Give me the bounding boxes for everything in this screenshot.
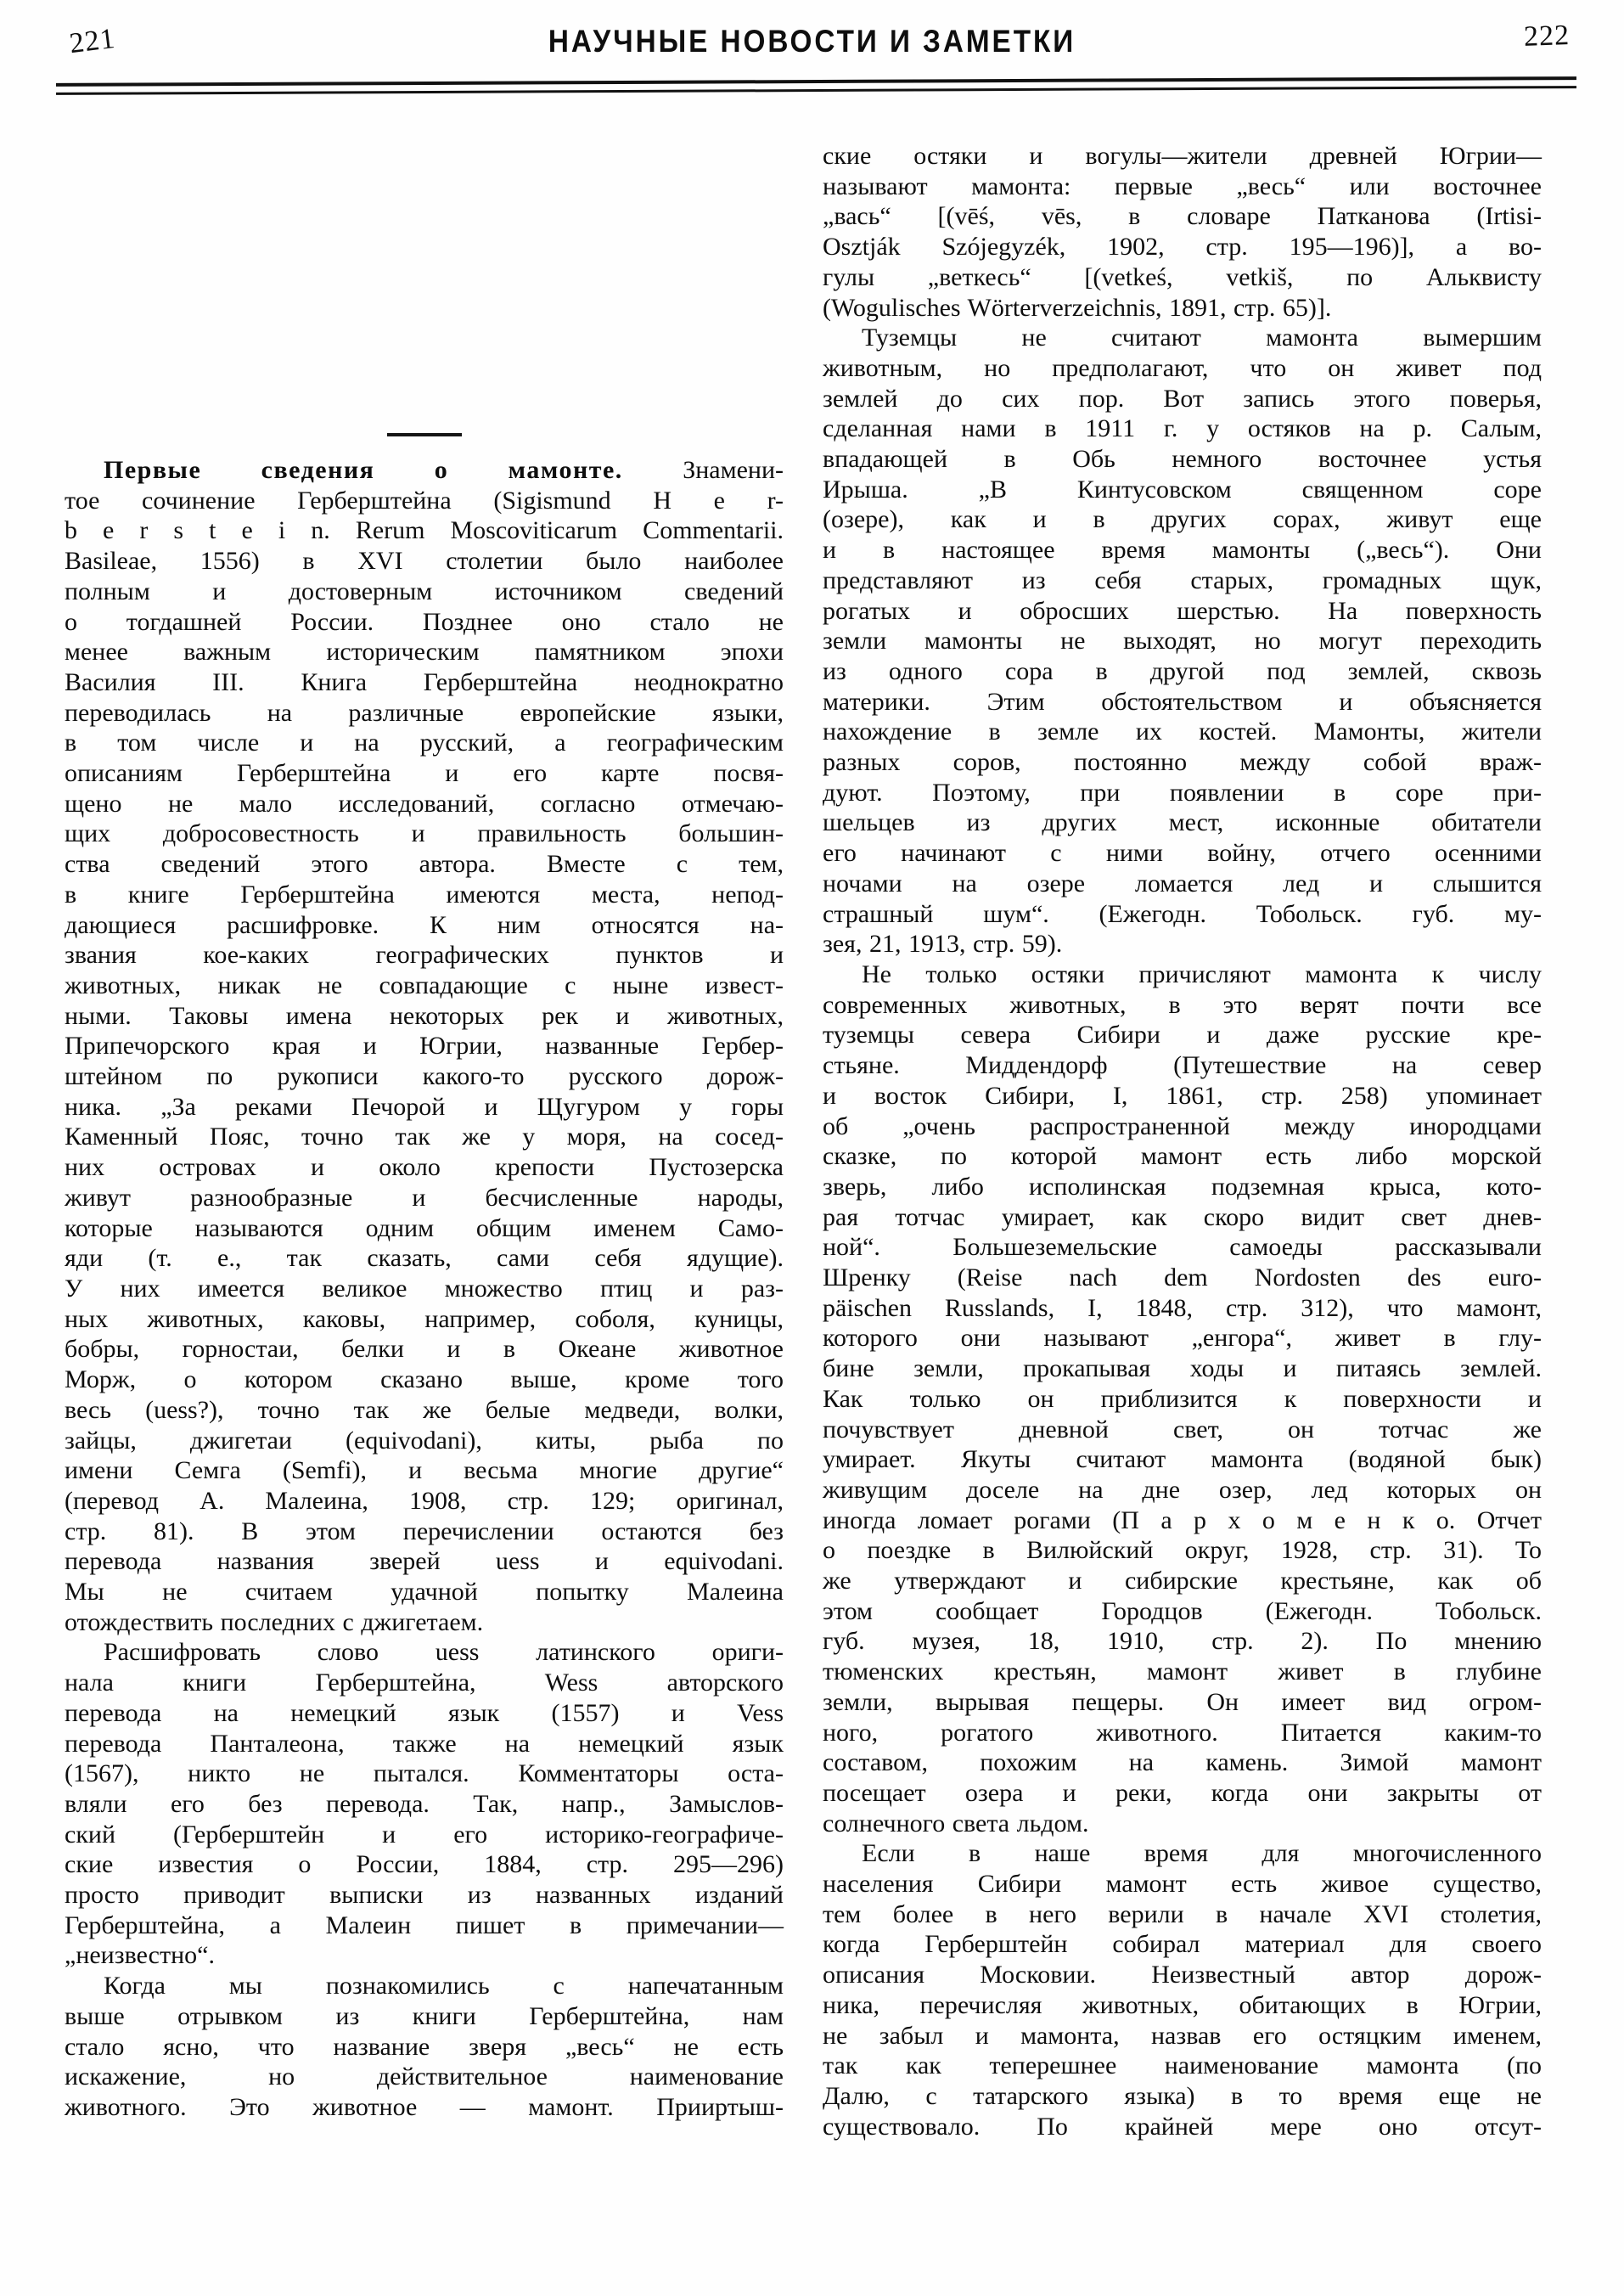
- text-line: живут разнообразные и бесчисленные народы,: [65, 1183, 784, 1212]
- text-line: тюменских крестьян, мамонт живет в глубине: [823, 1657, 1542, 1686]
- text-line: выше отрывком из книги Герберштейна, нам: [65, 2001, 784, 2030]
- text-line: разных соров, постоянно между собой враж-: [823, 748, 1542, 777]
- text-line: дуют. Поэтому, при появлении в соре при-: [823, 778, 1542, 807]
- text-line: Первые сведения о мамонте. Знамени-: [104, 456, 784, 484]
- text-line: и восток Сибири, I, 1861, стр. 258) упоминает: [823, 1081, 1542, 1110]
- text-line: из одного сора в другой под землей, сквозь: [823, 656, 1542, 685]
- text-line: нала книги Герберштейна, Wess авторского: [65, 1669, 784, 1697]
- text-line: составом, похожим на камень. Зимой мамонт: [823, 1748, 1542, 1777]
- text-line: когда Герберштейн собирал материал для своего: [823, 1930, 1542, 1959]
- text-line: päischen Russlands, I, 1848, стр. 312), что мамонт,: [823, 1293, 1542, 1322]
- text-line: Когда мы познакомились с напечатанным: [104, 1972, 784, 2001]
- text-line: которого они называют „енгора“, живет в глу-: [823, 1324, 1542, 1353]
- text-line: почувствует дневной свет, он тотчас же: [823, 1415, 1542, 1443]
- text-line: Basileae, 1556) в XVI столетии было наиболее: [65, 547, 784, 576]
- text-line: материки. Этим обстоятельством и объясняется: [823, 687, 1542, 716]
- text-line: Ирыша. „В Кинтусовском священном соре: [823, 475, 1542, 504]
- text-line: называют мамонта: первые „весь“ или восточнее: [823, 172, 1542, 200]
- text-line: перевода Панталеона, также на немецкий язык: [65, 1729, 784, 1758]
- text-line: штейном по рукописи какого-то русского дорож-: [65, 1062, 784, 1091]
- text-line: ными. Таковы имена некоторых рек и животных,: [65, 1001, 784, 1030]
- text-line: и в настоящее время мамонты („весь“). Они: [823, 536, 1542, 565]
- text-line: впадающей в Обь немного восточнее устья: [823, 445, 1542, 474]
- text-line: переводилась на различные европейские языки,: [65, 698, 784, 727]
- text-line: зайцы, джигетаи (equivodani), киты, рыба по: [65, 1426, 784, 1455]
- text-line: животного. Это животное — мамонт. Прииртыш-: [65, 2092, 784, 2121]
- text-line: представляют из себя старых, громадных щук,: [823, 566, 1542, 594]
- text-line: перевода на немецкий язык (1557) и Vess: [65, 1698, 784, 1727]
- text-line: ных животных, каковы, например, соболя, куницы,: [65, 1304, 784, 1333]
- text-line: ские известия о России, 1884, стр. 295—296): [65, 1850, 784, 1879]
- text-line: животных, никак не совпадающие с ныне извест-: [65, 971, 784, 999]
- text-line: полным и достоверным источником сведений: [65, 577, 784, 605]
- text-line: рая тотчас умирает, как скоро видит свет днев-: [823, 1202, 1542, 1231]
- text-line: рогатых и обросших шерстью. На поверхность: [823, 596, 1542, 625]
- text-line: перевода названия зверей uess и equivodani.: [65, 1547, 784, 1576]
- text-line: которые называются одним общим именем Само-: [65, 1213, 784, 1242]
- text-columns: [65, 95, 1542, 2141]
- text-line: Герберштейна, а Малеин пишет в примечании—: [65, 1911, 784, 1939]
- text-line: Туземцы не считают мамонта вымершим: [862, 324, 1542, 352]
- text-line: Припечорского края и Югрии, названные Гербер-: [65, 1032, 784, 1061]
- text-line: весь (uess?), точно так же белые медведи, волки,: [65, 1395, 784, 1424]
- text-line: ника, перечисляя животных, обитающих в Югрии,: [823, 1990, 1542, 2019]
- text-line: описания Московии. Неизвестный автор дорож-: [823, 1961, 1542, 1989]
- text-line: щено не мало исследований, согласно отмечаю-: [65, 789, 784, 818]
- text-line: бобры, горностаи, белки и в Океане животное: [65, 1335, 784, 1364]
- text-line: не забыл и мамонта, назвав его остяцким именем,: [823, 2021, 1542, 2050]
- header-rule: [56, 76, 1576, 95]
- text-line: ские остяки и вогулы—жители древней Югрии—: [823, 142, 1542, 170]
- text-line: Не только остяки причисляют мамонта к числу: [862, 959, 1542, 988]
- text-line: шельцев из других мест, исконные обитатели: [823, 808, 1542, 837]
- text-line: его начинают с ними войну, отчего осенними: [823, 839, 1542, 868]
- text-line: бине земли, прокапывая ходы и питаясь землей.: [823, 1354, 1542, 1383]
- text-line: стр. 81). В этом перечислении остаются без: [65, 1517, 784, 1545]
- text-line: сказке, по которой мамонт есть либо морской: [823, 1142, 1542, 1171]
- page-number-left: 221: [67, 22, 117, 60]
- text-line: земли мамонты не выходят, но могут переходить: [823, 627, 1542, 656]
- text-line: сделанная нами в 1911 г. у остяков на р. Салым,: [823, 414, 1542, 443]
- text-line: b e r s t e i n. Rerum Moscoviticarum Commentarii.: [65, 516, 784, 545]
- text-line: существовало. По крайней мере оно отсут-: [823, 2112, 1542, 2141]
- text-line: них островах и около крепости Пустозерска: [65, 1153, 784, 1182]
- text-line: нахождение в земле их костей. Мамонты, жители: [823, 718, 1542, 746]
- text-line: вляли его без перевода. Так, напр., Замыслов-: [65, 1789, 784, 1818]
- text-line: Как только он приблизится к поверхности и: [823, 1384, 1542, 1413]
- text-line: современных животных, в это верят почти все: [823, 990, 1542, 1019]
- text-line: страшный шум“. (Ежегодн. Тобольск. губ. му-: [823, 899, 1542, 928]
- column-right: [823, 95, 1542, 2141]
- text-line: об „очень распространенной между инородцами: [823, 1111, 1542, 1140]
- text-line: ного, рогатого животного. Питается каким-то: [823, 1718, 1542, 1747]
- text-line: „вась“ [(vēś, vēs, в словаре Патканова (Irtisi-: [823, 202, 1542, 231]
- text-line: же утверждают и сибирские крестьяне, как об: [823, 1567, 1542, 1595]
- text-line: зея, 21, 1913, стр. 59).: [823, 930, 1063, 959]
- text-line: стало ясно, что название зверя „весь“ не есть: [65, 2032, 784, 2061]
- text-line: ский (Герберштейн и его историко-географиче-: [65, 1820, 784, 1849]
- text-line: просто приводит выписки из названных изданий: [65, 1881, 784, 1910]
- text-line: звания кое-каких географических пунктов и: [65, 941, 784, 970]
- text-line: описаниям Герберштейна и его карте посвя-: [65, 759, 784, 788]
- text-line: о поездке в Вилюйский округ, 1928, стр. 31). То: [823, 1536, 1542, 1565]
- text-line: земли, вырывая пещеры. Он имеет вид огром-: [823, 1687, 1542, 1716]
- text-line: гулы „веткесь“ [(vetkeś, vetkiš, по Альквисту: [823, 262, 1542, 291]
- text-line: ночами на озере ломается лед и слышится: [823, 869, 1542, 898]
- text-line: ства сведений этого автора. Вместе с тем,: [65, 850, 784, 879]
- text-line: живущим доселе на дне озер, лед которых он: [823, 1475, 1542, 1504]
- text-line: губ. музея, 18, 1910, стр. 2). По мнению: [823, 1627, 1542, 1656]
- text-line: зверь, либо исполинская подземная крыса, кото-: [823, 1172, 1542, 1201]
- column-left-text: [65, 455, 784, 2123]
- text-line: солнечного света льдом.: [823, 1809, 1089, 1837]
- text-line: животным, но предполагают, что он живет под: [823, 353, 1542, 382]
- text-line: „неизвестно“.: [65, 1941, 215, 1970]
- text-line: имени Семга (Semfi), и весьма многие другие“: [65, 1456, 784, 1485]
- text-line: отождествить последних с джигетаем.: [65, 1607, 484, 1636]
- page-number-right: 222: [1523, 20, 1571, 53]
- text-line: Василия III. Книга Герберштейна неоднократно: [65, 667, 784, 696]
- text-line: Каменный Пояс, точно так же у моря, на сосед-: [65, 1123, 784, 1151]
- text-line: (озере), как и в других сорах, живут еще: [823, 505, 1542, 534]
- text-line: туземцы севера Сибири и даже русские кре-: [823, 1021, 1542, 1050]
- text-line: Шренку (Reise nach dem Nordosten des euro-: [823, 1263, 1542, 1292]
- text-line: умирает. Якуты считают мамонта (водяной бык): [823, 1445, 1542, 1474]
- text-line: Далю, с татарского языка) в то время еще не: [823, 2082, 1542, 2110]
- text-line: Мы не считаем удачной попытку Малеина: [65, 1578, 784, 1607]
- text-line: тем более в него верили в начале XVI столетия,: [823, 1899, 1542, 1928]
- column-left-spacer: [65, 95, 784, 433]
- text-line: этом сообщает Городцов (Ежегодн. Тобольск.: [823, 1596, 1542, 1625]
- text-line: так как теперешнее наименование мамонта (по: [823, 2051, 1542, 2080]
- text-line: в том числе и на русский, а географическим: [65, 729, 784, 757]
- text-line: стьяне. Миддендорф (Путешествие на север: [823, 1051, 1542, 1080]
- column-right-text: [823, 141, 1542, 2141]
- text-line: У них имеется великое множество птиц и раз-: [65, 1274, 784, 1303]
- text-line: тое сочинение Герберштейна (Sigismund H e r-: [65, 486, 784, 515]
- text-line: ной“. Большеземельские самоеды рассказывали: [823, 1233, 1542, 1262]
- text-line: (1567), никто не пытался. Комментаторы оста-: [65, 1759, 784, 1788]
- text-line: дающиеся расшифровке. К ним относятся на-: [65, 910, 784, 939]
- section-divider-rule: [387, 433, 462, 436]
- text-line: Морж, о котором сказано выше, кроме того: [65, 1365, 784, 1394]
- text-line: щих добросовестность и правильность большин-: [65, 819, 784, 848]
- text-line: (Wogulisches Wörterverzeichnis, 1891, стр. 65)].: [823, 293, 1332, 322]
- running-head-title: НАУЧНЫЕ НОВОСТИ И ЗАМЕТКИ: [548, 24, 1076, 59]
- text-line: менее важным историческим памятником эпохи: [65, 638, 784, 667]
- column-left: [65, 95, 784, 2141]
- text-line: иногда ломает рогами (П а р х о м е н к о. Отчет: [823, 1505, 1542, 1534]
- text-line: искажение, но действительное наименование: [65, 2062, 784, 2091]
- text-line: (перевод А. Малеина, 1908, стр. 129; оригинал,: [65, 1486, 784, 1515]
- text-line: Osztják Szójegyzék, 1902, стр. 195—196)], а во-: [823, 233, 1542, 262]
- text-line: посещает озера и реки, когда они закрыты от: [823, 1778, 1542, 1807]
- text-line: о тогдашней России. Позднее оно стало не: [65, 607, 784, 636]
- text-line: Расшифровать слово uess латинского ориги-: [104, 1638, 784, 1667]
- text-line: в книге Герберштейна имеются места, непод-: [65, 880, 784, 909]
- article-title-lead: Первые сведения о мамонте.: [104, 456, 683, 484]
- text-line: Если в наше время для многочисленного: [862, 1839, 1542, 1868]
- text-line: землей до сих пор. Вот запись этого поверья,: [823, 384, 1542, 413]
- text-line: населения Сибири мамонт есть живое существо,: [823, 1870, 1542, 1899]
- text-line: яди (т. е., так сказать, сами себя ядущие).: [65, 1244, 784, 1273]
- text-line: ника. „За реками Печорой и Щугуром у горы: [65, 1092, 784, 1121]
